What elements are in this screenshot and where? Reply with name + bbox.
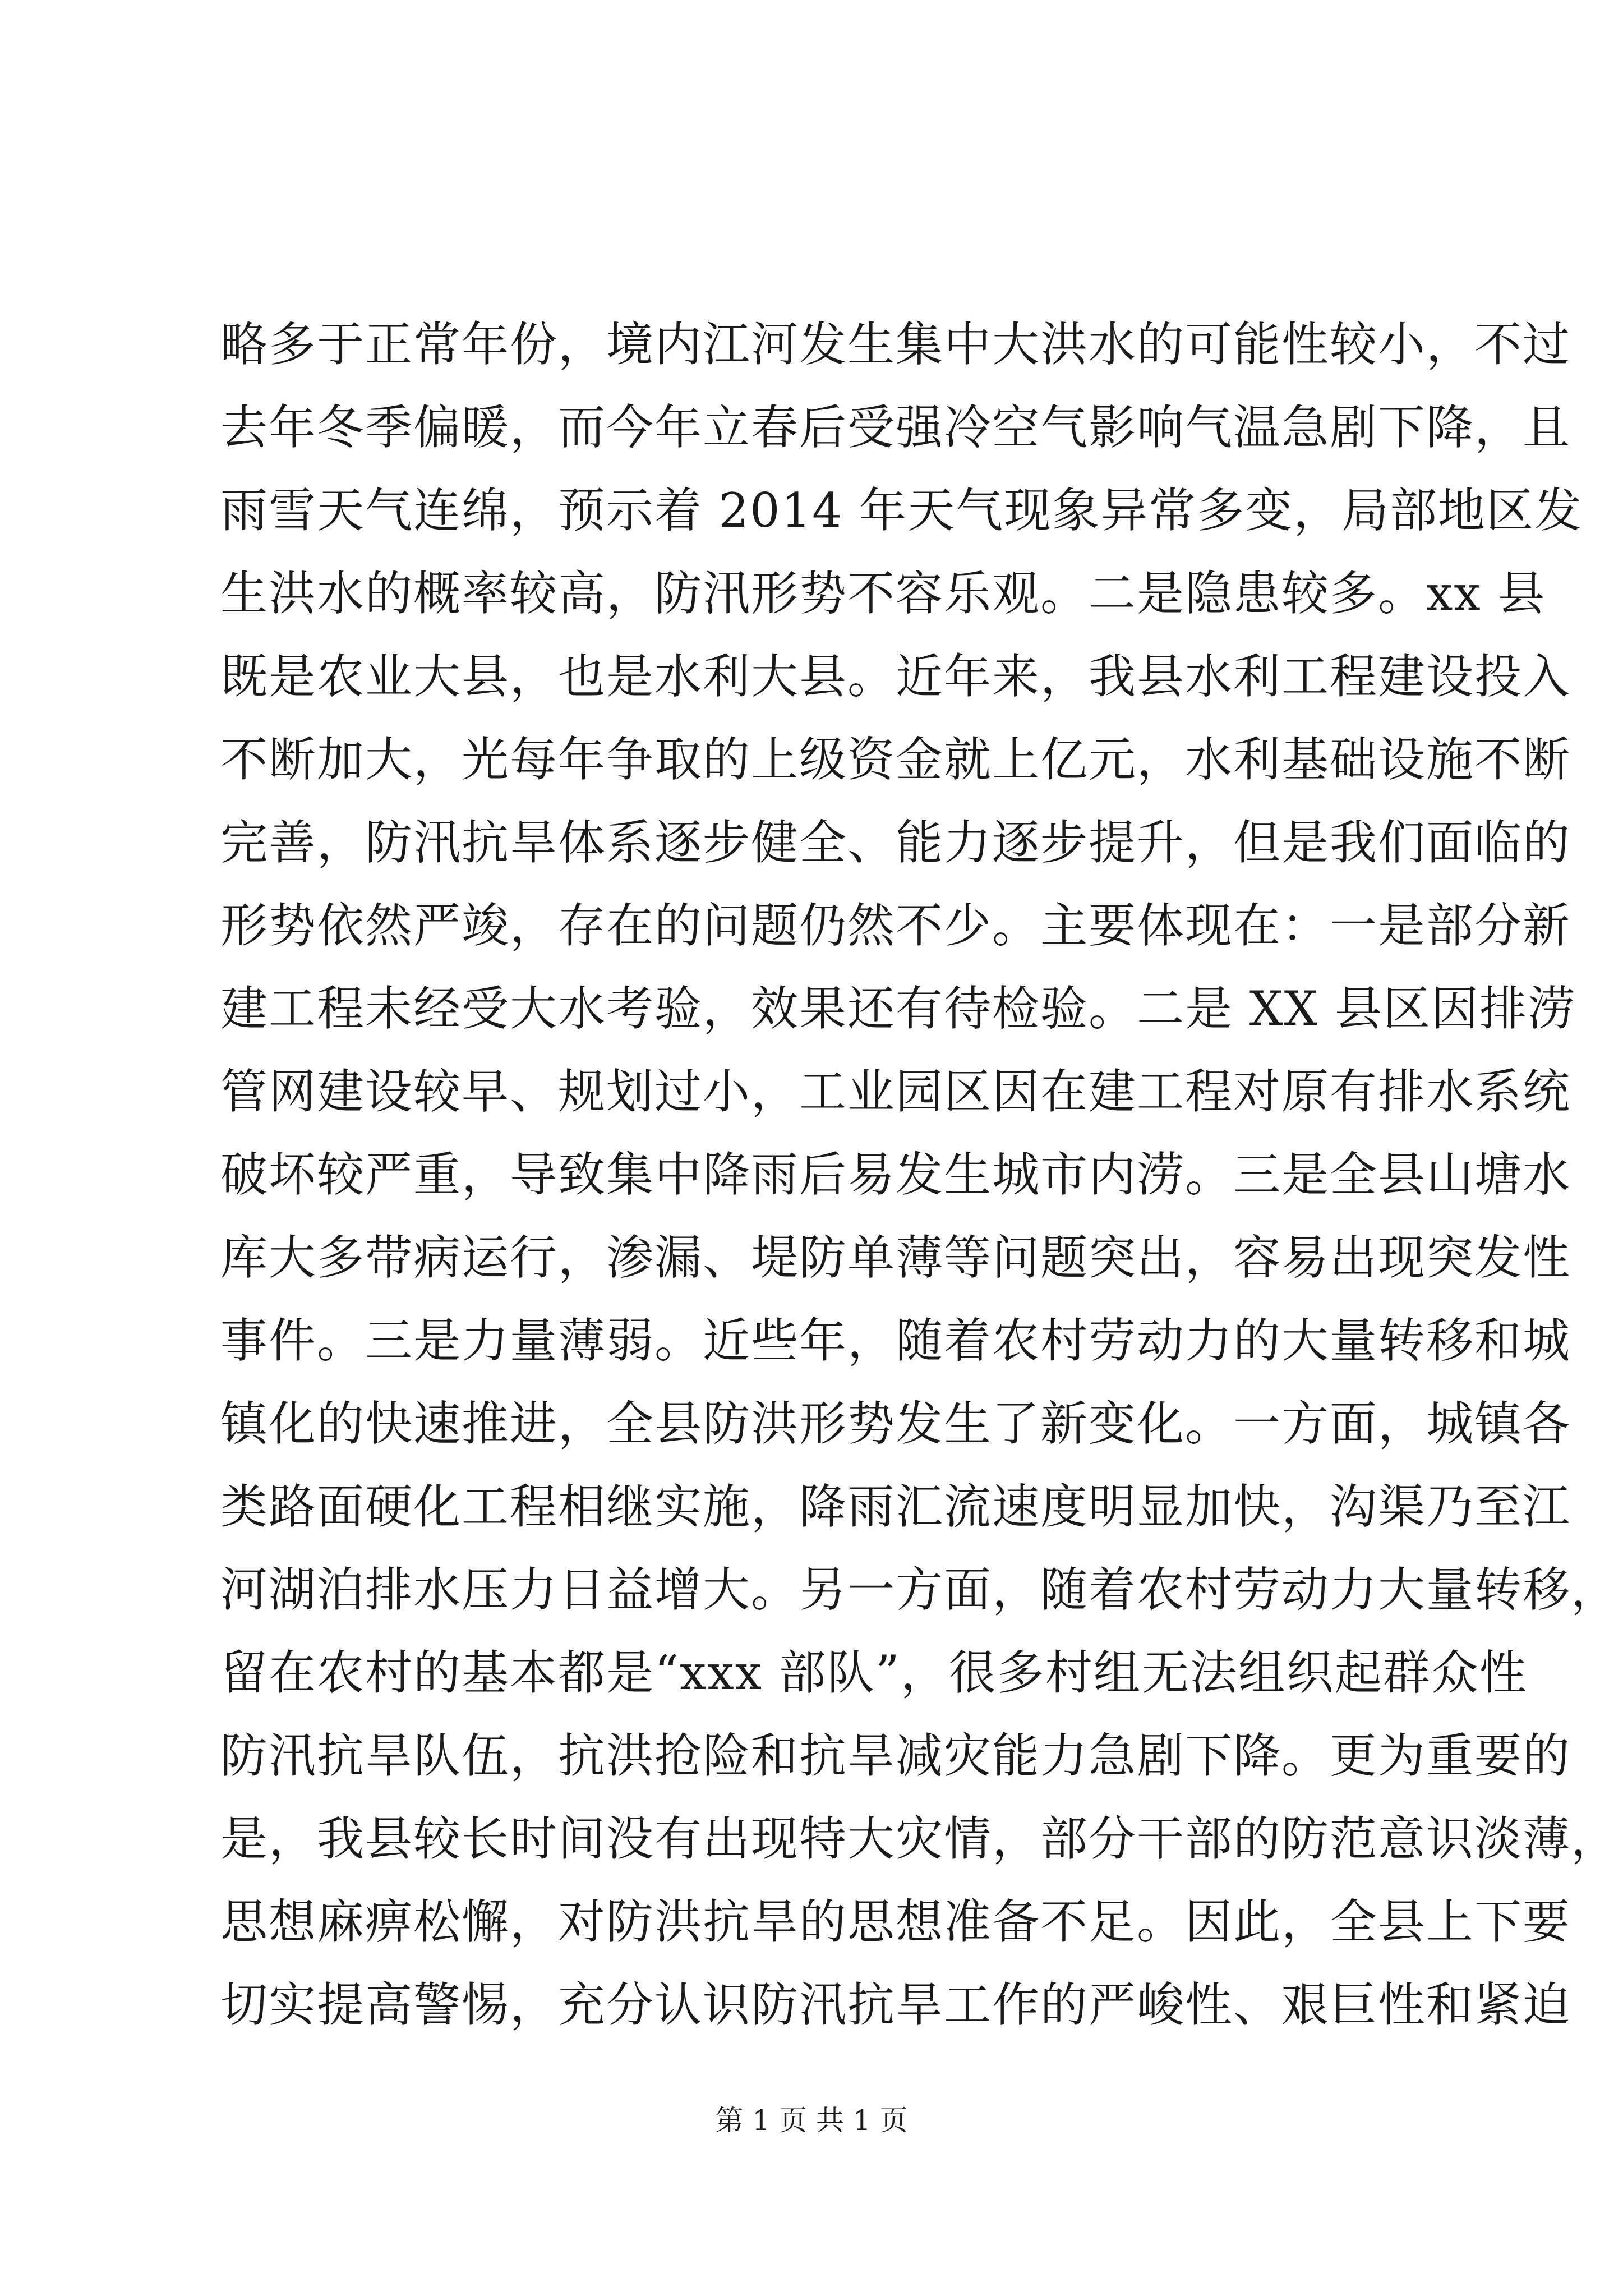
- text-line-20: 思想麻痹松懈，对防洪抗旱的思想准备不足。因此，全县上下要: [220, 1894, 1571, 1949]
- page-number-footer: 第 1 页 共 1 页: [715, 2104, 908, 2137]
- text-line-15: 类路面硬化工程相继实施，降雨汇流速度明显加快，沟渠乃至江: [220, 1479, 1571, 1534]
- text-line-3: 雨雪天气连绵，预示着 2014 年天气现象异常多变，局部地区发: [220, 483, 1583, 538]
- text-line-4: 生洪水的概率较高，防汛形势不容乐观。二是隐患较多。xx 县: [220, 566, 1546, 621]
- text-line-7: 完善，防汛抗旱体系逐步健全、能力逐步提升，但是我们面临的: [220, 815, 1571, 870]
- text-line-17: 留在农村的基本都是“xxx 部队”，很多村组无法组织起群众性: [220, 1645, 1528, 1700]
- text-line-2: 去年冬季偏暖，而今年立春后受强冷空气影响气温急剧下降，且: [220, 400, 1571, 455]
- text-line-9: 建工程未经受大水考验，效果还有待检验。二是 XX 县区因排涝: [220, 981, 1576, 1036]
- text-line-8: 形势依然严竣，存在的问题仍然不少。主要体现在：一是部分新: [220, 898, 1571, 953]
- text-line-19: 是，我县较长时间没有出现特大灾情，部分干部的防范意识淡薄，: [220, 1811, 1620, 1866]
- body-text: [220, 303, 1620, 2046]
- text-line-14: 镇化的快速推进，全县防洪形势发生了新变化。一方面，城镇各: [220, 1396, 1571, 1451]
- text-line-11: 破坏较严重，导致集中降雨后易发生城市内涝。三是全县山塘水: [220, 1147, 1571, 1202]
- text-line-12: 库大多带病运行，渗漏、堤防单薄等问题突出，容易出现突发性: [220, 1230, 1571, 1285]
- text-line-18: 防汛抗旱队伍，抗洪抢险和抗旱减灾能力急剧下降。更为重要的: [220, 1728, 1571, 1783]
- text-line-21: 切实提高警惕，充分认识防汛抗旱工作的严峻性、艰巨性和紧迫: [220, 1977, 1571, 2032]
- text-line-13: 事件。三是力量薄弱。近些年，随着农村劳动力的大量转移和城: [220, 1313, 1571, 1368]
- text-line-1: 略多于正常年份，境内江河发生集中大洪水的可能性较小，不过: [220, 317, 1571, 372]
- text-line-6: 不断加大，光每年争取的上级资金就上亿元，水利基础设施不断: [220, 732, 1571, 787]
- text-line-10: 管网建设较早、规划过小，工业园区因在建工程对原有排水系统: [220, 1064, 1571, 1119]
- text-line-16: 河湖泊排水压力日益增大。另一方面，随着农村劳动力大量转移，: [220, 1562, 1620, 1617]
- text-line-5: 既是农业大县，也是水利大县。近年来，我县水利工程建设投入: [220, 649, 1571, 704]
